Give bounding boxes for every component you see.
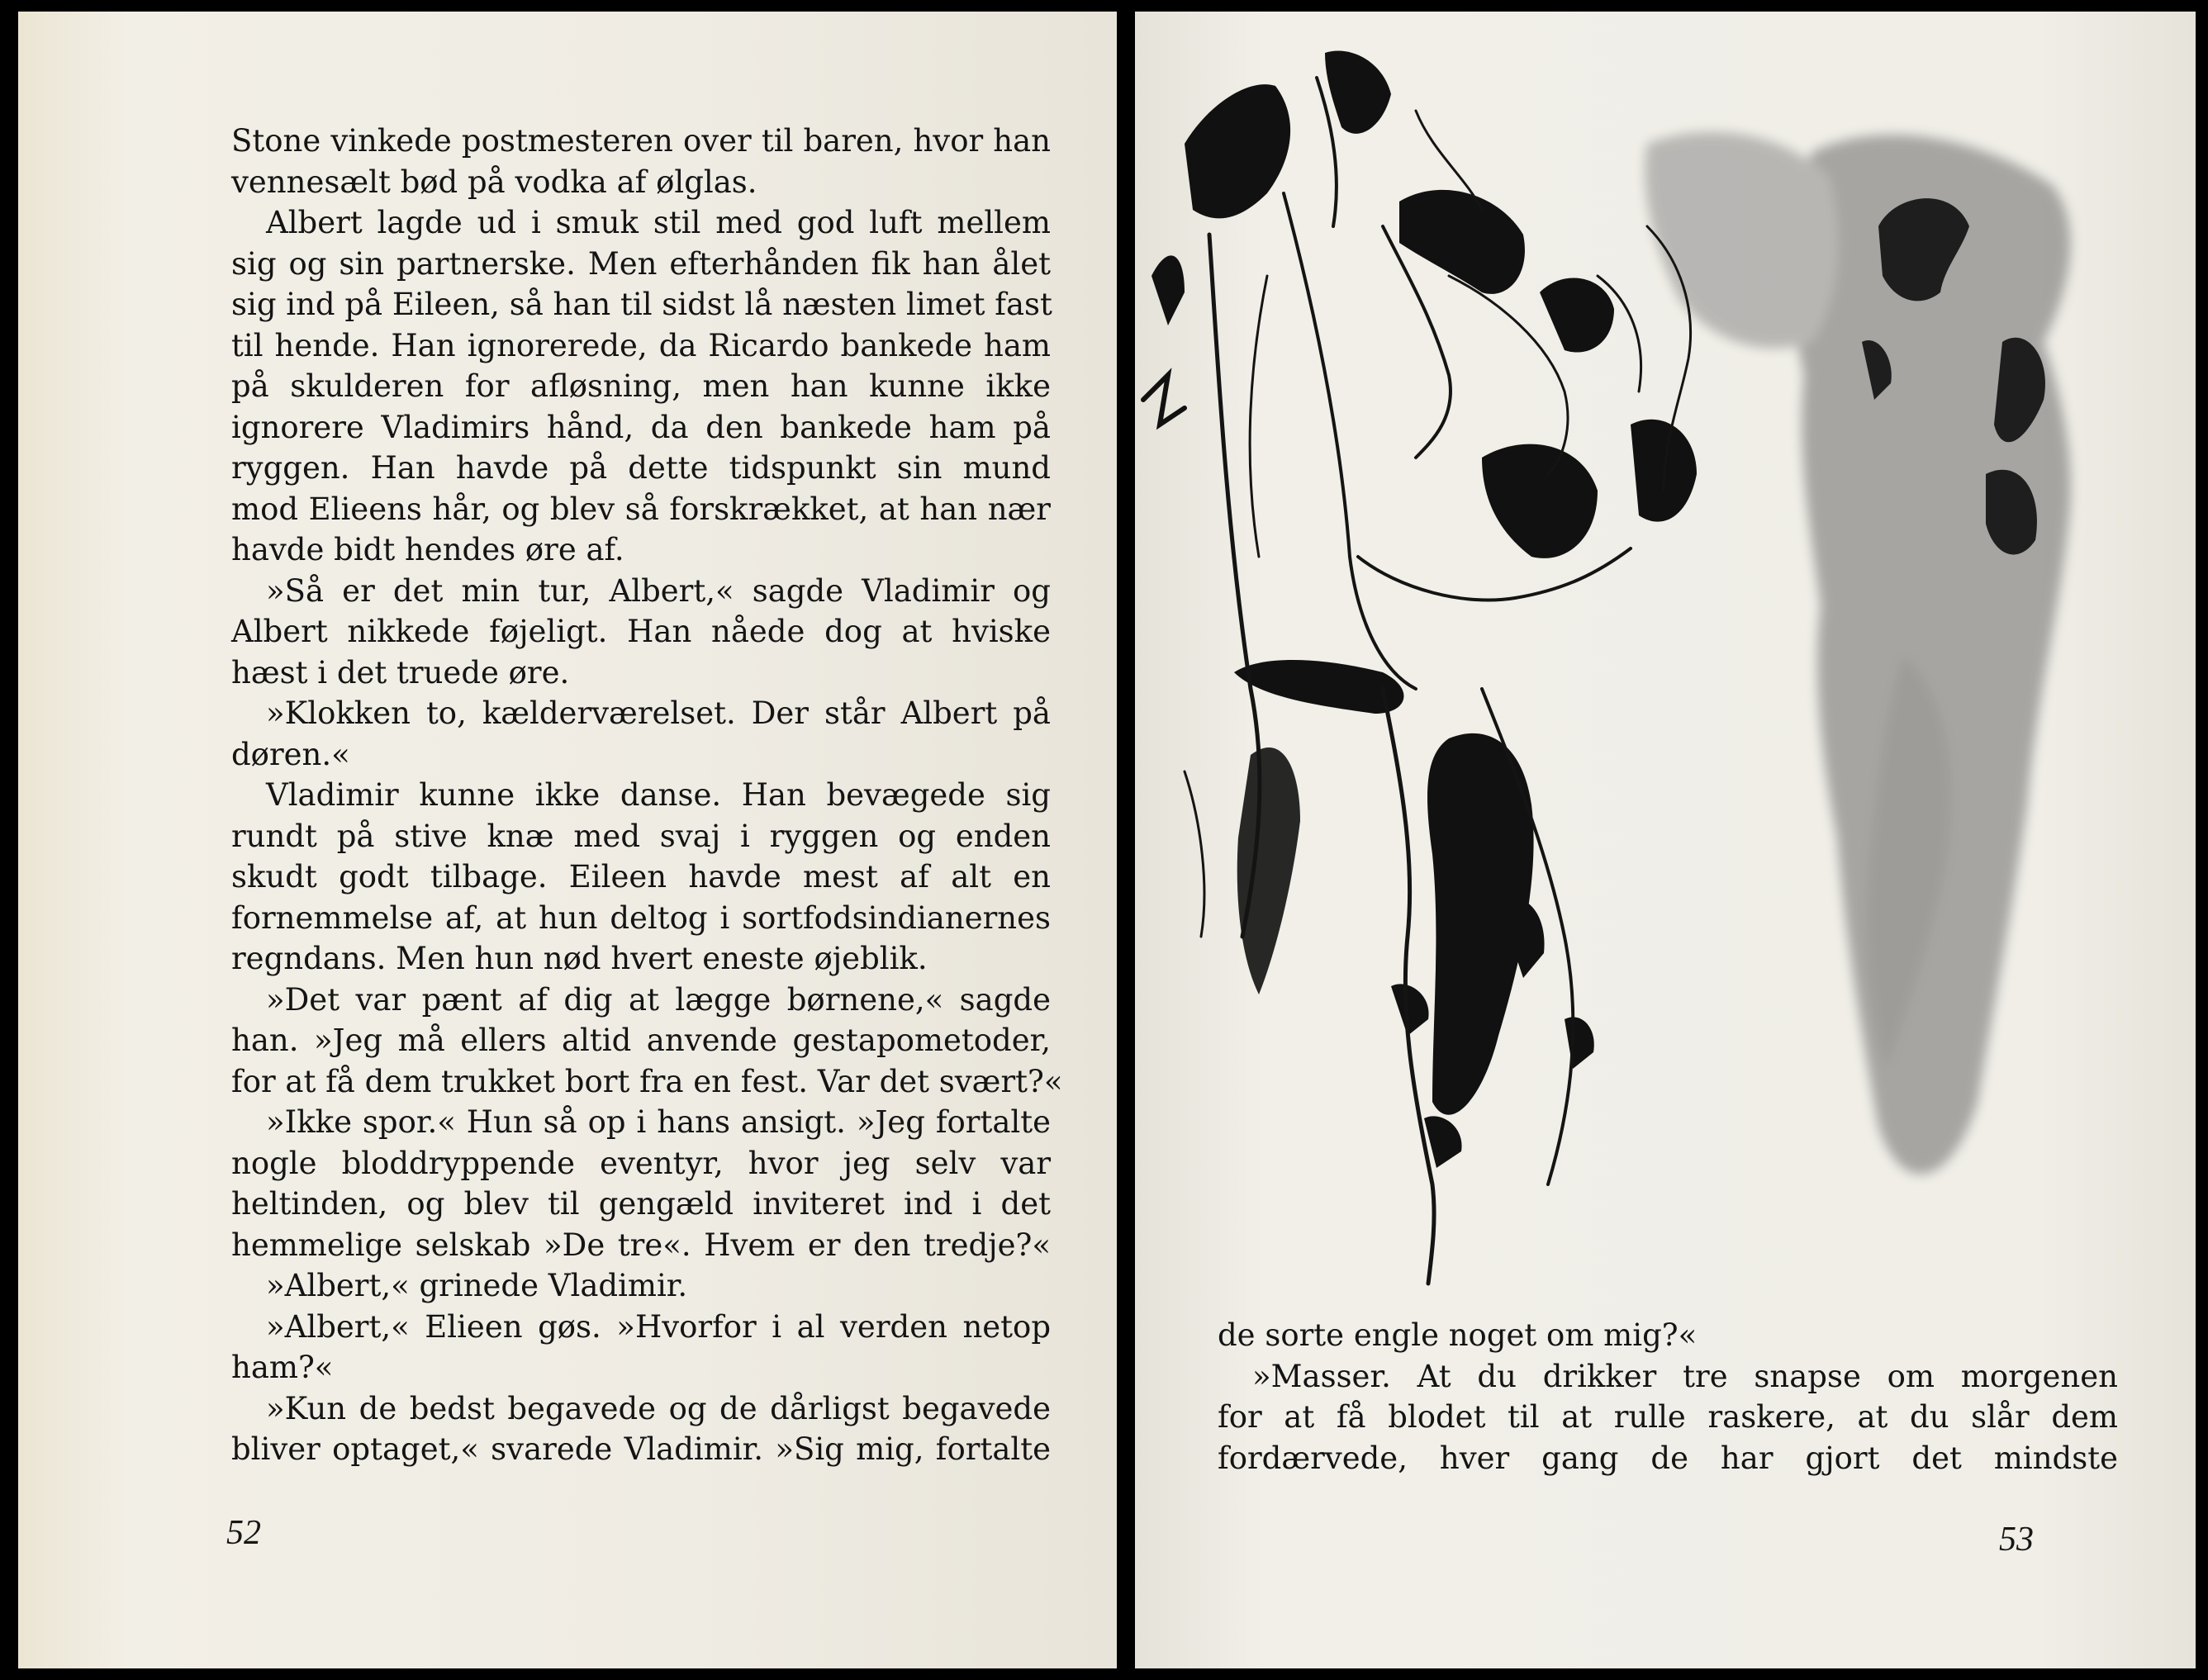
text-line: Vladimir kunne ikke danse. Han bevægede sig: [266, 777, 1051, 813]
text-line: på skulderen for afløsning, men han kunne ikke: [231, 368, 1051, 404]
text-line: ham?«: [231, 1350, 334, 1385]
right-page-text: [1218, 1315, 2118, 1478]
text-line: mod Elieens hår, og blev så forskrækket, at han nær: [231, 491, 1051, 527]
text-line: »Albert,« grinede Vladimir.: [266, 1268, 688, 1303]
ink-figure-couple: [1143, 50, 1697, 1168]
text-line: sig og sin partnerske. Men efterhånden fik han ålet: [231, 245, 1051, 282]
left-page-number: 52: [226, 1514, 261, 1552]
text-line: »Klokken to, kælderværelset. Der står Albert på: [266, 695, 1051, 731]
left-page: [18, 12, 1117, 1668]
text-line: »Kun de bedst begavede og de dårligst begavede: [266, 1390, 1051, 1426]
right-page-number: 53: [1999, 1521, 2034, 1559]
ink-illustration: [1135, 28, 2196, 1300]
text-line: for at få dem trukket bort fra en fest. Var det svært?«: [231, 1063, 1063, 1099]
text-line: rundt på stive knæ med svaj i ryggen og enden: [231, 818, 1051, 854]
text-line: for at få blodet til at rulle raskere, at du slår dem: [1218, 1399, 2118, 1435]
text-line: til hende. Han ignorerede, da Ricardo bankede ham: [231, 327, 1051, 363]
text-line: »Ikke spor.« Hun så op i hans ansigt. »Jeg fortalte: [266, 1104, 1051, 1140]
text-line: havde bidt hendes øre af.: [231, 532, 624, 567]
text-line: Albert lagde ud i smuk stil med god luft mellem: [266, 205, 1051, 240]
text-line: »Albert,« Elieen gøs. »Hvorfor i al verden netop: [266, 1308, 1051, 1345]
text-line: regndans. Men hun nød hvert eneste øjeblik.: [231, 941, 928, 976]
text-line: fornemmelse af, at hun deltog i sortfodsindianernes: [231, 899, 1051, 936]
text-line: ryggen. Han havde på dette tidspunkt sin mund: [231, 450, 1051, 486]
text-line: »Det var pænt af dig at lægge børnene,« sagde: [266, 981, 1051, 1018]
text-line: nogle bloddryppende eventyr, hvor jeg selv var: [231, 1145, 1051, 1181]
text-line: hæst i det truede øre.: [231, 654, 570, 691]
right-page: [1135, 12, 2196, 1668]
text-line: »Så er det min tur, Albert,« sagde Vladimir og: [266, 572, 1051, 609]
text-line: hemmelige selskab »De tre«. Hvem er den tredje?«: [231, 1227, 1051, 1263]
text-line: vennesælt bød på vodka af ølglas.: [231, 164, 757, 200]
text-line: ignorere Vladimirs hånd, da den bankede ham på: [231, 409, 1051, 445]
text-line: Albert nikkede føjeligt. Han nåede dog at hviske: [231, 614, 1051, 649]
text-line: heltinden, og blev til gengæld inviteret ind i det: [231, 1186, 1051, 1222]
text-line: fordærvede, hver gang de har gjort det mindste: [1218, 1440, 2118, 1476]
left-page-text: [231, 121, 1063, 1470]
text-line: han. »Jeg må ellers altid anvende gestapometoder,: [231, 1023, 1051, 1058]
text-line: døren.«: [231, 736, 350, 772]
text-line: skudt godt tilbage. Eileen havde mest af alt en: [231, 859, 1051, 895]
text-line: bliver optaget,« svarede Vladimir. »Sig mig, fortalte: [231, 1431, 1051, 1467]
text-line: de sorte engle noget om mig?«: [1218, 1317, 1698, 1353]
text-line: Stone vinkede postmesteren over til baren, hvor han: [231, 123, 1051, 159]
ink-wash-figure-right: [1645, 132, 2070, 1175]
text-line: »Masser. At du drikker tre snapse om morgenen: [1252, 1358, 2118, 1394]
text-line: sig ind på Eileen, så han til sidst lå næsten limet fast: [231, 287, 1052, 322]
